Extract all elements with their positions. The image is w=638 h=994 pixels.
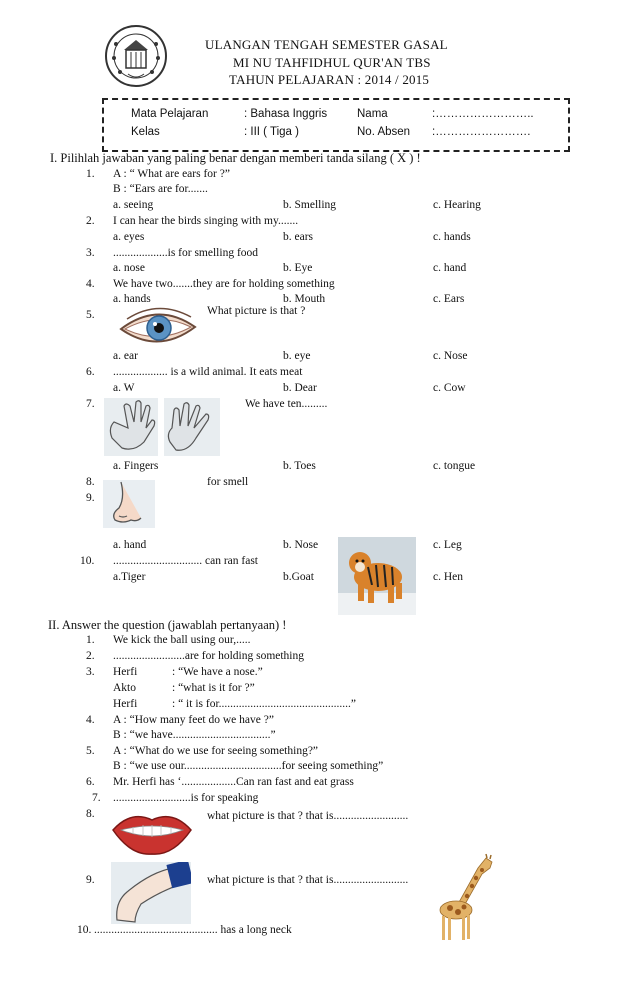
- s2-q2-number: 2.: [86, 650, 95, 662]
- q9-option-a[interactable]: a. hand: [113, 539, 147, 551]
- s2-q3-line1: : “We have a nose.”: [172, 666, 263, 678]
- q3-number: 3.: [86, 247, 95, 259]
- q4-option-b[interactable]: b. Mouth: [283, 293, 326, 305]
- name-label: Nama: [357, 108, 388, 120]
- q3-option-a[interactable]: a. nose: [113, 262, 145, 274]
- s2-q5-number: 5.: [86, 745, 95, 757]
- q5-number: 5.: [86, 309, 95, 321]
- s2-q3-line3: : “ it is for..............................................”: [172, 698, 356, 710]
- s2-q10-text: ........................................... has a long neck: [94, 924, 292, 936]
- q7-text: We have ten.........: [245, 398, 328, 410]
- subject-label: Mata Pelajaran: [131, 108, 209, 120]
- q2-option-a[interactable]: a. eyes: [113, 231, 145, 243]
- q1-line2: B : “Ears are for.......: [113, 183, 208, 195]
- class-label: Kelas: [131, 126, 160, 138]
- q2-option-c[interactable]: c. hands: [433, 231, 471, 243]
- q10-number: 10.: [80, 555, 95, 567]
- s2-q9-number: 9.: [86, 874, 95, 886]
- q4-option-c[interactable]: c. Ears: [433, 293, 465, 305]
- q1-line1: A : “ What are ears for ?”: [113, 168, 230, 180]
- q6-option-c[interactable]: c. Cow: [433, 382, 466, 394]
- s2-q9-text: what picture is that ? that is..........................: [207, 874, 409, 886]
- nose-picture: [103, 480, 155, 528]
- q4-text: We have two.......they are for holding something: [113, 278, 335, 290]
- absen-label: No. Absen: [357, 126, 411, 138]
- s2-q3-speaker1: Herfi: [113, 666, 138, 678]
- s2-q10-number: 10.: [77, 924, 92, 936]
- s2-q4-line1: A : “How many feet do we have ?”: [113, 714, 274, 726]
- q7-number: 7.: [86, 398, 95, 410]
- q10-option-c[interactable]: c. Hen: [433, 571, 464, 583]
- q10-option-a[interactable]: a.Tiger: [113, 571, 146, 583]
- s2-q5-line2: B : “we use our..................................for seeing something”: [113, 760, 384, 772]
- s2-q7-text: ...........................is for speaking: [113, 792, 259, 804]
- q7-option-c[interactable]: c. tongue: [433, 460, 476, 472]
- school-logo: [104, 24, 168, 88]
- q4-option-a[interactable]: a. hands: [113, 293, 151, 305]
- tiger-picture: [338, 537, 416, 615]
- q2-text: I can hear the birds singing with my.......: [113, 215, 299, 227]
- eye-picture: [117, 305, 199, 351]
- s2-q8-text: what picture is that ? that is..........................: [207, 810, 409, 822]
- q1-number: 1.: [86, 168, 95, 180]
- s2-q4-line2: B : “we have..................................”: [113, 729, 276, 741]
- s2-q3-speaker2: Akto: [113, 682, 136, 694]
- lips-picture: [111, 808, 193, 858]
- s2-q6-text: Mr. Herfi has ‘...................Can ran fast and eat grass: [113, 776, 354, 788]
- s2-q3-line2: : “what is it for ?”: [172, 682, 255, 694]
- giraffe-picture: [430, 852, 502, 942]
- s2-q1-number: 1.: [86, 634, 95, 646]
- q9-number: 9.: [86, 492, 95, 504]
- q5-text: What picture is that ?: [207, 305, 306, 317]
- q9-option-b[interactable]: b. Nose: [283, 539, 319, 551]
- q7-option-a[interactable]: a. Fingers: [113, 460, 159, 472]
- s2-q1-text: We kick the ball using our,.....: [113, 634, 251, 646]
- school-name: MI NU TAHFIDHUL QUR'AN TBS: [233, 55, 431, 70]
- s2-q3-speaker3: Herfi: [113, 698, 138, 710]
- class-value: : III ( Tiga ): [244, 126, 299, 138]
- section2-instruction: II. Answer the question (jawablah pertanyaan) !: [48, 618, 287, 632]
- q6-option-a[interactable]: a. W: [113, 382, 135, 394]
- q4-number: 4.: [86, 278, 95, 290]
- school-seal-icon: [104, 24, 168, 88]
- q8-text: for smell: [207, 476, 249, 488]
- q2-number: 2.: [86, 215, 95, 227]
- q7-option-b[interactable]: b. Toes: [283, 460, 316, 472]
- section1-instruction: I. Pilihlah jawaban yang paling benar dengan memberi tanda silang ( X ) !: [50, 151, 421, 165]
- exam-title: ULANGAN TENGAH SEMESTER GASAL: [205, 37, 448, 52]
- q9-option-c[interactable]: c. Leg: [433, 539, 462, 551]
- q1-option-b[interactable]: b. Smelling: [283, 199, 337, 211]
- q2-option-b[interactable]: b. ears: [283, 231, 314, 243]
- q5-option-b[interactable]: b. eye: [283, 350, 311, 362]
- s2-q3-number: 3.: [86, 666, 95, 678]
- subject-value: : Bahasa Inggris: [244, 108, 328, 120]
- q3-text: ...................is for smelling food: [113, 247, 259, 259]
- student-info-box: [102, 98, 570, 152]
- academic-year: TAHUN PELAJARAN : 2014 / 2015: [229, 72, 430, 87]
- q5-option-c[interactable]: c. Nose: [433, 350, 468, 362]
- s2-q5-line1: A : “What do we use for seeing something?”: [113, 745, 319, 757]
- q1-option-c[interactable]: c. Hearing: [433, 199, 481, 211]
- s2-q2-text: .........................are for holding something: [113, 650, 305, 662]
- q5-option-a[interactable]: a. ear: [113, 350, 138, 362]
- q10-text: ............................... can ran fast: [113, 555, 258, 567]
- s2-q7-number: 7.: [92, 792, 101, 804]
- q1-option-a[interactable]: a. seeing: [113, 199, 154, 211]
- absen-field[interactable]: :…………………….: [432, 126, 531, 138]
- hands-picture: [104, 398, 220, 456]
- name-field[interactable]: :……………………..: [432, 108, 534, 120]
- s2-q6-number: 6.: [86, 776, 95, 788]
- s2-q8-number: 8.: [86, 808, 95, 820]
- q6-number: 6.: [86, 366, 95, 378]
- s2-q4-number: 4.: [86, 714, 95, 726]
- q3-option-c[interactable]: c. hand: [433, 262, 467, 274]
- q6-option-b[interactable]: b. Dear: [283, 382, 317, 394]
- q3-option-b[interactable]: b. Eye: [283, 262, 313, 274]
- arm-picture: [111, 862, 191, 924]
- q10-option-b[interactable]: b.Goat: [283, 571, 314, 583]
- q6-text: ................... is a wild animal. It eats meat: [113, 366, 303, 378]
- q8-number: 8.: [86, 476, 95, 488]
